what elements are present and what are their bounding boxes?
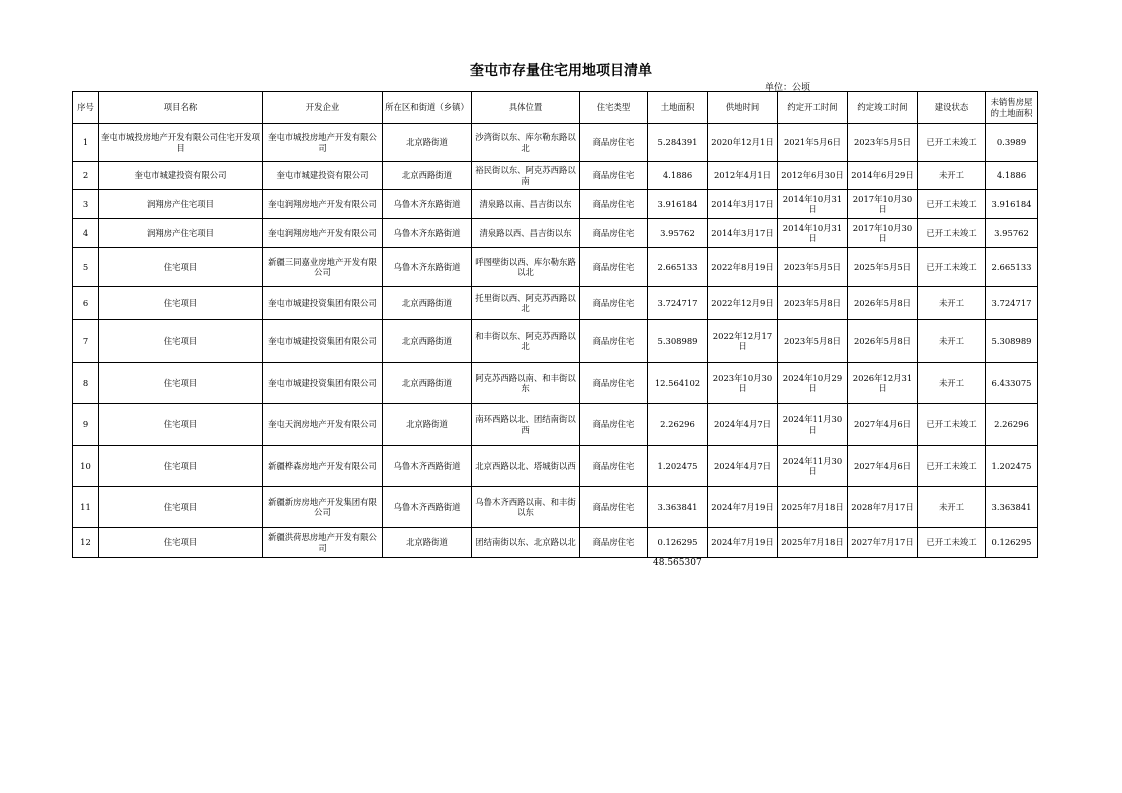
cell-type: 商品房住宅: [580, 287, 648, 320]
cell-project-name: 奎屯市城建投资有限公司: [99, 162, 263, 190]
table-row: [73, 446, 1038, 487]
cell-location: 呼图壁街以西、库尔勒东路以北: [472, 248, 580, 287]
table-row: [73, 404, 1038, 446]
cell-location: 团结南街以东、北京路以北: [472, 528, 580, 558]
cell-type: 商品房住宅: [580, 190, 648, 219]
cell-district: 北京西路街道: [383, 287, 472, 320]
cell-area: 0.126295: [648, 528, 708, 558]
cell-start-date: 2025年7月18日: [778, 528, 848, 558]
cell-district: 北京路街道: [383, 528, 472, 558]
cell-project-name: 住宅项目: [99, 487, 263, 528]
cell-status: 未开工: [918, 287, 986, 320]
table-row: [73, 363, 1038, 404]
table-row: [73, 320, 1038, 363]
header-cell: 序号: [73, 92, 99, 124]
header-cell: 所在区和街道（乡镇）: [383, 92, 472, 124]
cell-status: 未开工: [918, 363, 986, 404]
cell-status: 未开工: [918, 162, 986, 190]
cell-location: 裕民街以东、阿克苏西路以南: [472, 162, 580, 190]
cell-start-date: 2012年6月30日: [778, 162, 848, 190]
cell-developer: 新疆桦森房地产开发有限公司: [263, 446, 383, 487]
cell-no: 2: [73, 162, 99, 190]
cell-district: 北京西路街道: [383, 162, 472, 190]
table-row: [73, 287, 1038, 320]
cell-district: 乌鲁木齐西路街道: [383, 446, 472, 487]
cell-unsold-area: 2.26296: [986, 404, 1038, 446]
cell-type: 商品房住宅: [580, 528, 648, 558]
cell-unsold-area: 0.126295: [986, 528, 1038, 558]
table-row: [73, 124, 1038, 162]
cell-start-date: 2024年11月30日: [778, 404, 848, 446]
cell-status: 已开工未竣工: [918, 190, 986, 219]
cell-no: 10: [73, 446, 99, 487]
cell-developer: 新疆洪荷思房地产开发有限公司: [263, 528, 383, 558]
header-cell: 约定竣工时间: [848, 92, 918, 124]
cell-status: 已开工未竣工: [918, 528, 986, 558]
cell-developer: 奎屯天润房地产开发有限公司: [263, 404, 383, 446]
cell-project-name: 住宅项目: [99, 528, 263, 558]
cell-area: 5.308989: [648, 320, 708, 363]
cell-project-name: 住宅项目: [99, 320, 263, 363]
cell-developer: 奎屯润翔房地产开发有限公司: [263, 190, 383, 219]
cell-no: 6: [73, 287, 99, 320]
cell-status: 已开工未竣工: [918, 446, 986, 487]
cell-finish-date: 2014年6月29日: [848, 162, 918, 190]
cell-location: 乌鲁木齐西路以南、和丰街以东: [472, 487, 580, 528]
table-row: [73, 248, 1038, 287]
cell-status: 未开工: [918, 487, 986, 528]
cell-no: 5: [73, 248, 99, 287]
cell-finish-date: 2023年5月5日: [848, 124, 918, 162]
cell-developer: 奎屯市城建投资有限公司: [263, 162, 383, 190]
cell-start-date: 2023年5月8日: [778, 287, 848, 320]
cell-no: 7: [73, 320, 99, 363]
cell-status: 未开工: [918, 320, 986, 363]
cell-supply-date: 2014年3月17日: [708, 190, 778, 219]
cell-supply-date: 2012年4月1日: [708, 162, 778, 190]
cell-start-date: 2025年7月18日: [778, 487, 848, 528]
cell-location: 北京西路以北、塔城街以西: [472, 446, 580, 487]
cell-unsold-area: 3.363841: [986, 487, 1038, 528]
header-row: [73, 92, 1038, 124]
total-area: 48.565307: [653, 558, 702, 568]
cell-start-date: 2021年5月6日: [778, 124, 848, 162]
cell-no: 4: [73, 219, 99, 248]
table-row: [73, 219, 1038, 248]
cell-area: 3.363841: [648, 487, 708, 528]
cell-area: 5.284391: [648, 124, 708, 162]
cell-supply-date: 2024年4月7日: [708, 446, 778, 487]
header-cell: 约定开工时间: [778, 92, 848, 124]
cell-start-date: 2014年10月31日: [778, 219, 848, 248]
cell-finish-date: 2027年4月6日: [848, 446, 918, 487]
cell-location: 和丰街以东、阿克苏西路以北: [472, 320, 580, 363]
cell-start-date: 2023年5月5日: [778, 248, 848, 287]
cell-location: 南环西路以北、团结南街以西: [472, 404, 580, 446]
cell-unsold-area: 4.1886: [986, 162, 1038, 190]
cell-no: 1: [73, 124, 99, 162]
cell-location: 沙湾街以东、库尔勒东路以北: [472, 124, 580, 162]
cell-status: 已开工未竣工: [918, 124, 986, 162]
cell-project-name: 住宅项目: [99, 446, 263, 487]
cell-project-name: 住宅项目: [99, 404, 263, 446]
cell-district: 乌鲁木齐西路街道: [383, 487, 472, 528]
cell-area: 1.202475: [648, 446, 708, 487]
header-cell: 建设状态: [918, 92, 986, 124]
cell-developer: 奎屯市城建投资集团有限公司: [263, 287, 383, 320]
cell-district: 乌鲁木齐东路街道: [383, 190, 472, 219]
cell-type: 商品房住宅: [580, 248, 648, 287]
cell-project-name: 润翔房产住宅项目: [99, 219, 263, 248]
cell-type: 商品房住宅: [580, 446, 648, 487]
cell-project-name: 住宅项目: [99, 287, 263, 320]
cell-supply-date: 2022年8月19日: [708, 248, 778, 287]
cell-finish-date: 2028年7月17日: [848, 487, 918, 528]
table-row: [73, 162, 1038, 190]
cell-supply-date: 2014年3月17日: [708, 219, 778, 248]
cell-no: 9: [73, 404, 99, 446]
cell-project-name: 住宅项目: [99, 363, 263, 404]
unit-label: 单位：公顷: [765, 83, 811, 93]
cell-unsold-area: 3.916184: [986, 190, 1038, 219]
cell-area: 2.26296: [648, 404, 708, 446]
cell-developer: 奎屯市城建投资集团有限公司: [263, 320, 383, 363]
cell-area: 3.95762: [648, 219, 708, 248]
cell-developer: 新疆三同嘉业房地产开发有限公司: [263, 248, 383, 287]
cell-finish-date: 2025年5月5日: [848, 248, 918, 287]
cell-no: 11: [73, 487, 99, 528]
cell-area: 2.665133: [648, 248, 708, 287]
cell-finish-date: 2017年10月30日: [848, 219, 918, 248]
cell-district: 北京路街道: [383, 404, 472, 446]
cell-finish-date: 2027年4月6日: [848, 404, 918, 446]
header-cell: 项目名称: [99, 92, 263, 124]
table-row: [73, 190, 1038, 219]
cell-area: 3.724717: [648, 287, 708, 320]
cell-type: 商品房住宅: [580, 124, 648, 162]
cell-type: 商品房住宅: [580, 487, 648, 528]
cell-type: 商品房住宅: [580, 219, 648, 248]
cell-status: 已开工未竣工: [918, 248, 986, 287]
cell-unsold-area: 5.308989: [986, 320, 1038, 363]
cell-location: 阿克苏西路以南、和丰街以东: [472, 363, 580, 404]
cell-type: 商品房住宅: [580, 320, 648, 363]
cell-finish-date: 2026年5月8日: [848, 320, 918, 363]
table-row: [73, 487, 1038, 528]
cell-type: 商品房住宅: [580, 162, 648, 190]
cell-location: 清泉路以南、昌吉街以东: [472, 190, 580, 219]
cell-supply-date: 2024年4月7日: [708, 404, 778, 446]
cell-no: 12: [73, 528, 99, 558]
cell-location: 托里街以西、阿克苏西路以北: [472, 287, 580, 320]
cell-unsold-area: 3.95762: [986, 219, 1038, 248]
cell-finish-date: 2026年12月31日: [848, 363, 918, 404]
cell-start-date: 2024年11月30日: [778, 446, 848, 487]
cell-unsold-area: 1.202475: [986, 446, 1038, 487]
cell-location: 清泉路以西、昌吉街以东: [472, 219, 580, 248]
header-cell: 开发企业: [263, 92, 383, 124]
cell-project-name: 住宅项目: [99, 248, 263, 287]
cell-start-date: 2024年10月29日: [778, 363, 848, 404]
cell-developer: 奎屯市城投房地产开发有限公司: [263, 124, 383, 162]
cell-start-date: 2014年10月31日: [778, 190, 848, 219]
cell-type: 商品房住宅: [580, 404, 648, 446]
cell-finish-date: 2017年10月30日: [848, 190, 918, 219]
cell-unsold-area: 2.665133: [986, 248, 1038, 287]
cell-area: 4.1886: [648, 162, 708, 190]
cell-area: 12.564102: [648, 363, 708, 404]
cell-district: 北京路街道: [383, 124, 472, 162]
cell-developer: 新疆新房房地产开发集团有限公司: [263, 487, 383, 528]
cell-finish-date: 2027年7月17日: [848, 528, 918, 558]
cell-district: 乌鲁木齐东路街道: [383, 219, 472, 248]
page-title: 奎屯市存量住宅用地项目清单: [470, 63, 652, 79]
cell-status: 已开工未竣工: [918, 404, 986, 446]
cell-no: 3: [73, 190, 99, 219]
header-cell: 具体位置: [472, 92, 580, 124]
header-cell: 未销售房屋的土地面积: [986, 92, 1038, 124]
cell-supply-date: 2022年12月17日: [708, 320, 778, 363]
cell-supply-date: 2024年7月19日: [708, 487, 778, 528]
cell-district: 北京西路街道: [383, 363, 472, 404]
cell-district: 乌鲁木齐东路街道: [383, 248, 472, 287]
cell-unsold-area: 3.724717: [986, 287, 1038, 320]
cell-supply-date: 2022年12月9日: [708, 287, 778, 320]
cell-developer: 奎屯润翔房地产开发有限公司: [263, 219, 383, 248]
cell-developer: 奎屯市城建投资集团有限公司: [263, 363, 383, 404]
cell-supply-date: 2023年10月30日: [708, 363, 778, 404]
cell-supply-date: 2024年7月19日: [708, 528, 778, 558]
cell-status: 已开工未竣工: [918, 219, 986, 248]
header-cell: 住宅类型: [580, 92, 648, 124]
cell-project-name: 奎屯市城投房地产开发有限公司住宅开发项目: [99, 124, 263, 162]
header-cell: 土地面积: [648, 92, 708, 124]
land-table: [72, 91, 1038, 558]
cell-type: 商品房住宅: [580, 363, 648, 404]
header-cell: 供地时间: [708, 92, 778, 124]
cell-district: 北京西路街道: [383, 320, 472, 363]
cell-supply-date: 2020年12月1日: [708, 124, 778, 162]
cell-area: 3.916184: [648, 190, 708, 219]
cell-start-date: 2023年5月8日: [778, 320, 848, 363]
cell-project-name: 润翔房产住宅项目: [99, 190, 263, 219]
cell-no: 8: [73, 363, 99, 404]
cell-unsold-area: 0.3989: [986, 124, 1038, 162]
cell-unsold-area: 6.433075: [986, 363, 1038, 404]
cell-finish-date: 2026年5月8日: [848, 287, 918, 320]
table-row: [73, 528, 1038, 558]
